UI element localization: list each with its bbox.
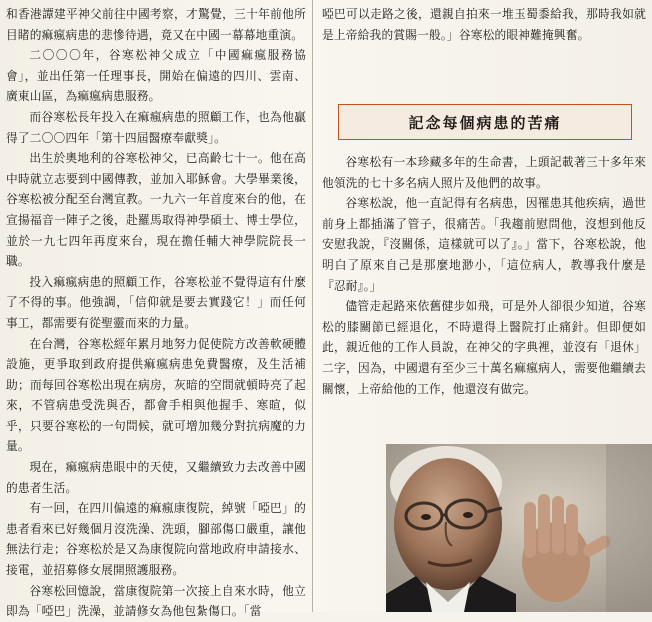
article-right-column-lower [322, 152, 646, 452]
paragraph: 現在，痲瘋病患眼中的天使，又繼續致力去改善中國的患者生活。 [6, 460, 306, 495]
article-left-column [6, 4, 306, 619]
section-heading: 記念每個病患的苦痛 [408, 113, 562, 132]
paragraph: 谷寒松說，他一直記得有名病患，因罹患其他疾病，過世前身上都插滿了管子，很痛苦。「我趨前慰問他，沒想到他反安慰我說，『沒關係，這樣就可以了』。」當下，谷寒松說，他明白了原來自己是那麼地渺小，「這位病人，教導我什麼是『忍耐』。」 [322, 196, 646, 293]
paragraph: 出生於奧地利的谷寒松神父，已高齡七十一。他在高中時就立志要到中國傳教，並加入耶穌會。大學畢業後，谷寒松被分配至台灣宣教。一九六一年首度來台的他，在宣揚福音一陣子之後，赴羅馬取得神學碩士、博士學位，並於一九七四年再度來台，現在擔任輔大神學院院長一職。 [6, 151, 306, 269]
portrait-photo [386, 444, 652, 612]
paragraph: 啞巴可以走路之後，還親自拍來一堆玉蜀黍給我，那時我如就是上帝給我的賞賜一般。」谷寒松的眼神難掩興奮。 [322, 7, 646, 42]
article-right-column-top [322, 4, 646, 104]
paragraph: 和香港譚建平神父前往中國考察，才驚覺，三十年前他所目睹的痲瘋病患的悲慘待遇，竟又在中國一幕幕地重演。 [6, 7, 306, 42]
section-heading-box [338, 104, 632, 140]
paragraph: 谷寒松有一本珍藏多年的生命書，上頭記載著三十多年來他領洗的七十多名病人照片及他們的故事。 [322, 155, 646, 190]
paragraph: 儘管走起路來依舊健步如飛，可是外人卻很少知道，谷寒松的膝關節已經退化，不時還得上醫院打止痛針。但即便如此，親近他的工作人員說，在神父的字典裡，並沒有「退休」二字，因為，中國還有至少三十萬名痲瘋病人，需要他繼續去關懷，上帝給他的工作，他還沒有做完。 [322, 299, 646, 396]
column-divider [312, 0, 313, 612]
paragraph: 有一回，在四川偏遠的痲瘋康復院，綽號「啞巴」的患者看來已好幾個月沒洗澡、洗頭，腳部傷口嚴重，讓他無法行走；谷寒松於是又為康復院向當地政府申請接水、接電，並招募修女展開照護服務。 [6, 501, 306, 578]
paragraph: 投入痲瘋病患的照顧工作，谷寒松並不覺得這有什麼了不得的事。他強調，「信仰就是要去實踐它！」而任何事工，都需要有從聖靈而來的力量。 [6, 274, 306, 330]
portrait-illustration [386, 444, 652, 612]
paragraph: 谷寒松回憶說，當康復院第一次接上自來水時，他立即為「啞巴」洗澡，並請修女為他包紮傷口。「當 [6, 583, 306, 619]
paragraph: 二〇〇〇年，谷寒松神父成立「中國痲瘋服務協會」，並出任第一任理事長，開始在偏遠的四川、雲南、廣東山區，為痲瘋病患服務。 [6, 48, 306, 104]
paragraph: 而谷寒松長年投入在痲瘋病患的照顧工作，也為他贏得了二〇〇四年「第十四屆醫療奉獻獎」。 [6, 109, 306, 145]
paragraph: 在台灣，谷寒松經年累月地努力促使院方改善軟硬體設施，更爭取到政府提供痲瘋病患免費醫療，及生活補助；而每回谷寒松出現在病房，灰暗的空間就頓時亮了起來，不管病患受洗與否，都會手相與他握手、寒暄，似乎，只要谷寒松的一句問候，就可增加幾分對抗病魔的力量。 [6, 336, 306, 454]
